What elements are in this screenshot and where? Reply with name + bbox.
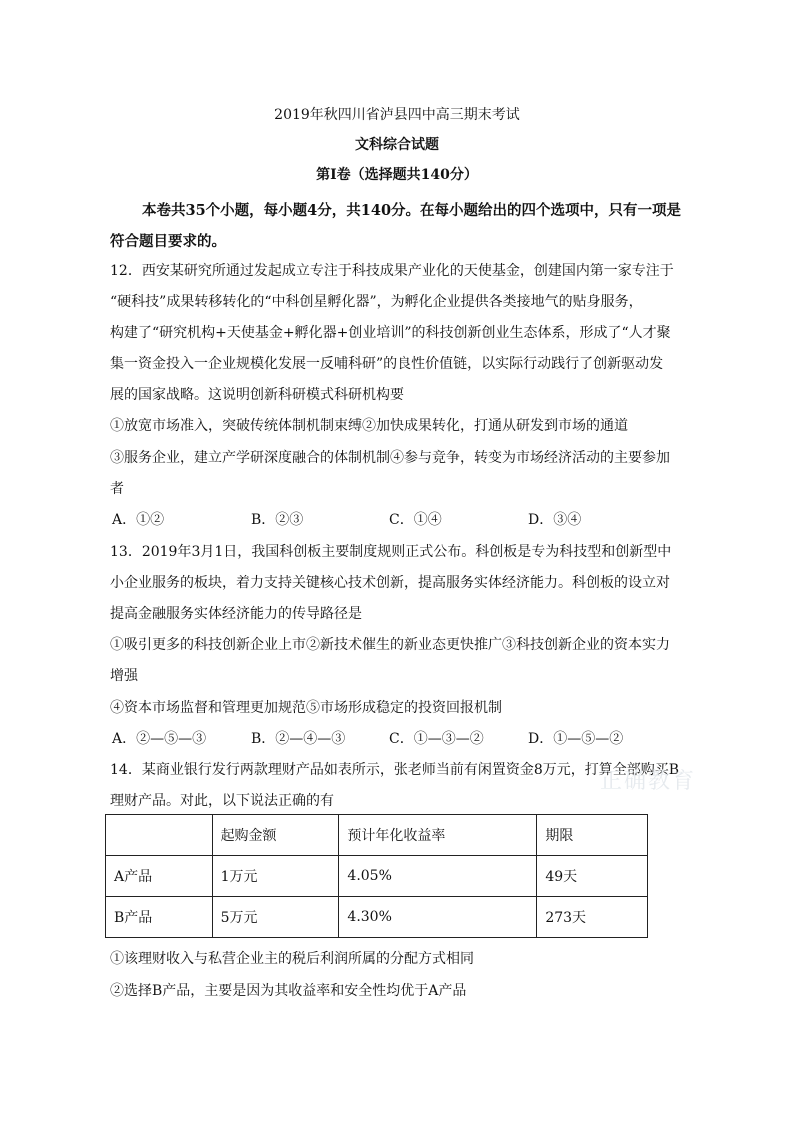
q12-line: “硬科技”成果转移转化的“中科创星孵化器”，为孵化企业提供各类接地气的贴身服务，: [110, 294, 643, 310]
table-row: [106, 856, 648, 897]
table-row: [106, 897, 648, 938]
q13-option-b: B．②—④—③: [251, 731, 346, 747]
section-title: 第Ⅰ卷（选择题共140分）: [316, 167, 478, 183]
q12-option-d: D．③④: [528, 512, 582, 528]
q12-line: 展的国家战略。这说明创新科研模式科研机构要: [110, 387, 404, 403]
q13-line: ①吸引更多的科技创新企业上市②新技术催生的新业态更快推广③科技创新企业的资本实力: [110, 637, 670, 653]
table-header-row: [106, 815, 648, 856]
q12-line: 者: [110, 481, 124, 497]
q13-line: ④资本市场监督和管理更加规范⑤市场形成稳定的投资回报机制: [110, 700, 502, 716]
q12-line: 集一资金投入一企业规模化发展一反哺科研”的良性价值链，以实际行动践行了创新驱动发: [110, 356, 664, 372]
q12-option-b: B．②③: [251, 512, 304, 528]
table-header-cell: [106, 815, 213, 856]
q13-option-d: D．①—⑤—②: [528, 731, 624, 747]
q12-line: ③服务企业，建立产学研深度融合的体制机制④参与竞争，转变为市场经济活动的主要参加: [110, 450, 670, 466]
table-cell: 4.30%: [339, 897, 537, 938]
q13-option-c: C．①—③—②: [389, 731, 484, 747]
table-cell: 1万元: [212, 856, 339, 897]
table-cell: 4.05%: [339, 856, 537, 897]
q13-line: 增强: [110, 668, 138, 684]
q13-line: 提高金融服务实体经济能力的传导路径是: [110, 606, 362, 622]
q14-statement: ②选择B产品，主要是因为其收益率和安全性均优于A产品: [110, 983, 467, 999]
q13-option-a: A．②—⑤—③: [112, 731, 207, 747]
table-header-cell: 起购金额: [212, 815, 339, 856]
table-cell: 273天: [537, 897, 648, 938]
exam-title: 2019年秋四川省泸县四中高三期末考试: [274, 107, 520, 123]
subject-title: 文科综合试题: [355, 137, 439, 153]
watermark: 正确教育: [600, 769, 697, 794]
table-cell: 49天: [537, 856, 648, 897]
instructions: 本卷共35个小题，每小题4分，共140分。在每小题给出的四个选项中，只有一项是符合题目要求的。: [110, 202, 682, 250]
q12-option-a: A．①②: [112, 512, 165, 528]
table-cell: 5万元: [212, 897, 339, 938]
q12-line: 构建了“研究机构+天使基金+孵化器+创业培训”的科技创新创业生态体系，形成了“人才聚: [110, 325, 671, 341]
q13-line: 小企业服务的板块，着力支持关键核心技术创新，提高服务实体经济能力。科创板的设立对: [110, 575, 670, 591]
table-cell: B产品: [106, 897, 213, 938]
table-cell: A产品: [106, 856, 213, 897]
q12-line: 12．西安某研究所通过发起成立专注于科技成果产业化的天使基金，创建国内第一家专注于: [110, 263, 674, 279]
q12-line: ①放宽市场准入，突破传统体制机制束缚②加快成果转化，打通从研发到市场的通道: [110, 418, 628, 434]
table-header-cell: 期限: [537, 815, 648, 856]
q14-line: 14．某商业银行发行两款理财产品如表所示，张老师当前有闲置资金8万元，打算全部购买B: [110, 762, 680, 778]
q14-statement: ①该理财收入与私营企业主的税后利润所属的分配方式相同: [110, 951, 474, 967]
q12-option-c: C．①④: [389, 512, 442, 528]
q13-line: 13．2019年3月1日，我国科创板主要制度规则正式公布。科创板是专为科技型和创新型中: [110, 544, 672, 560]
product-table: [105, 814, 648, 938]
table-header-cell: 预计年化收益率: [339, 815, 537, 856]
q14-line: 理财产品。对此，以下说法正确的有: [110, 793, 334, 809]
